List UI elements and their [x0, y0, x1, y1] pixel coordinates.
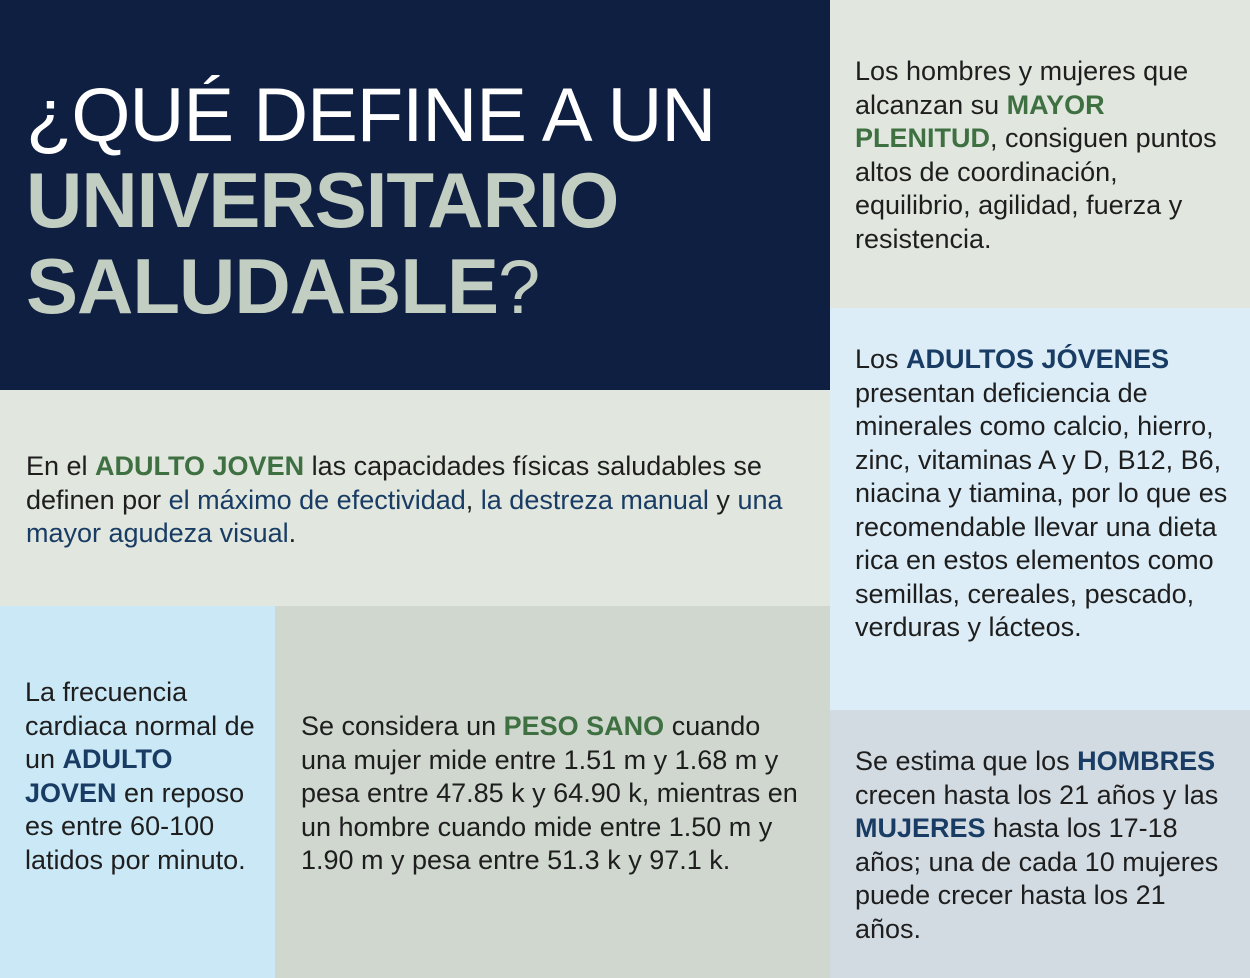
- plenitud-highlight: MAYOR PLENITUD: [855, 89, 1105, 153]
- crecimiento-highlight-hombres: HOMBRES: [1077, 746, 1216, 776]
- crecimiento-highlight-mujeres: MUJERES: [855, 813, 986, 843]
- title-question-mark: ?: [498, 245, 540, 330]
- capacidades-pre: En el: [26, 451, 96, 481]
- capacidades-sep-2: y: [708, 484, 738, 515]
- jovenes-highlight: ADULTOS JÓVENES: [906, 344, 1170, 374]
- title-line-1: ¿QUÉ DEFINE A UN: [26, 73, 716, 158]
- crecimiento-panel: [830, 710, 1250, 978]
- jovenes-text: [855, 343, 1233, 645]
- peso-post: cuando una mujer mide entre 1.51 m y 1.68 m y pesa entre 47.85 k y 64.90 k, mientras en un hombre cuando mide entre 1.50 m y 1.90 m y pesa entre 51.3 k y 97.1 k.: [301, 711, 798, 875]
- jovenes-post: presentan deficiencia de minerales como calcio, hierro, zinc, vitaminas A y D, B12, B6, niacina y tiamina, por lo que es recomendable llevar una dieta rica en estos elementos como semillas, cereales, pescado, verduras y lácteos.: [855, 377, 1228, 642]
- page-title: [26, 74, 715, 330]
- title-line-2: UNIVERSITARIO: [26, 156, 619, 244]
- plenitud-pre: Los hombres y mujeres que alcanzan su: [855, 56, 1189, 120]
- jovenes-panel: [830, 308, 1250, 710]
- title-panel: [0, 0, 830, 390]
- plenitud-panel: [830, 0, 1250, 308]
- frecuencia-highlight: ADULTO JOVEN: [25, 744, 173, 808]
- capacidades-mid: las capacidades físicas saludables se definen por: [26, 451, 762, 515]
- capacidades-panel: [0, 390, 830, 606]
- capacidades-end: .: [288, 518, 297, 548]
- crecimiento-post: hasta los 17-18 años; una de cada 10 mujeres puede crecer hasta los 21 años.: [855, 813, 1219, 944]
- frecuencia-text: [25, 676, 265, 877]
- jovenes-pre: Los: [855, 344, 907, 374]
- frecuencia-panel: [0, 606, 275, 978]
- peso-highlight: PESO SANO: [503, 711, 665, 741]
- capacidades-highlight: ADULTO JOVEN: [95, 451, 305, 481]
- peso-pre: Se considera un: [301, 711, 504, 741]
- peso-panel: [275, 606, 830, 978]
- capacidades-item-efectividad: el máximo de efectividad: [168, 484, 466, 515]
- capacidades-text: [26, 450, 816, 551]
- crecimiento-text: [855, 745, 1230, 946]
- frecuencia-pre: La frecuencia cardiaca normal de un: [25, 677, 255, 774]
- capacidades-sep-1: ,: [465, 484, 481, 515]
- plenitud-post: , consiguen puntos altos de coordinación, equilibrio, agilidad, fuerza y resistencia.: [855, 123, 1217, 254]
- capacidades-item-agudeza: una mayor agudeza visual: [26, 484, 783, 548]
- crecimiento-pre: Se estima que los: [855, 746, 1078, 776]
- crecimiento-mid: crecen hasta los 21 años y las: [855, 779, 1219, 810]
- title-line-3: SALUDABLE: [26, 242, 498, 330]
- peso-text: [301, 710, 806, 878]
- capacidades-item-destreza: la destreza manual: [480, 484, 709, 515]
- frecuencia-post: en reposo es entre 60-100 latidos por minuto.: [25, 777, 246, 875]
- plenitud-text: [855, 55, 1230, 256]
